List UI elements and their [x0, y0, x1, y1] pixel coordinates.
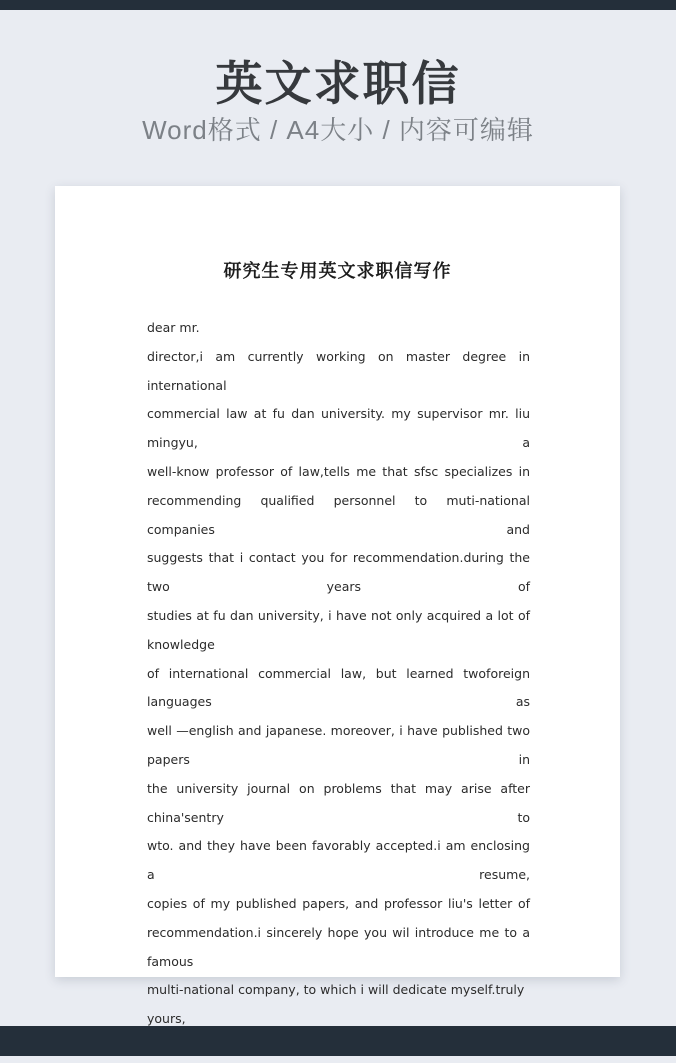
page-header	[0, 10, 676, 146]
letter-line: recommending qualified personnel to muti-national companies and	[147, 492, 530, 537]
page-title: 英文求职信	[215, 57, 461, 110]
letter-line: well-know professor of law,tells me that sfsc specializes in	[147, 463, 530, 479]
letter-line: commercial law at fu dan university. my supervisor mr. liu mingyu, a	[147, 406, 530, 451]
letter-line: the university journal on problems that may arise after china'sentry to	[147, 780, 530, 825]
letter-line: dear mr.	[147, 320, 200, 335]
letter-line: studies at fu dan university, i have not only acquired a lot of knowledge	[147, 607, 530, 652]
letter-line: well —english and japanese. moreover, i have published two papers in	[147, 723, 530, 767]
document-title: 研究生专用英文求职信写作	[223, 261, 452, 281]
letter-line: director,i am currently working on master degree in international	[147, 348, 530, 393]
letter-line: copies of my published papers, and professor liu's letter of	[147, 895, 530, 911]
letter-line: wto. and they have been favorably accepted.i am enclosing a resume,	[147, 838, 530, 883]
bottom-accent-bar	[0, 1026, 676, 1056]
page-subtitle: Word格式 / A4大小 / 内容可编辑	[142, 115, 534, 145]
letter-line: of international commercial law, but learned twoforeign languages as	[147, 665, 530, 710]
top-accent-bar	[0, 0, 676, 10]
letter-line: multi-national company, to which i will dedicate myself.truly yours,	[147, 982, 525, 1027]
letter-line: suggests that i contact you for recommendation.during the two years of	[147, 550, 530, 595]
document-page	[55, 186, 620, 1027]
letter-line: recommendation.i sincerely hope you wil introduce me to a famous	[147, 924, 530, 969]
document-body	[55, 314, 620, 1063]
